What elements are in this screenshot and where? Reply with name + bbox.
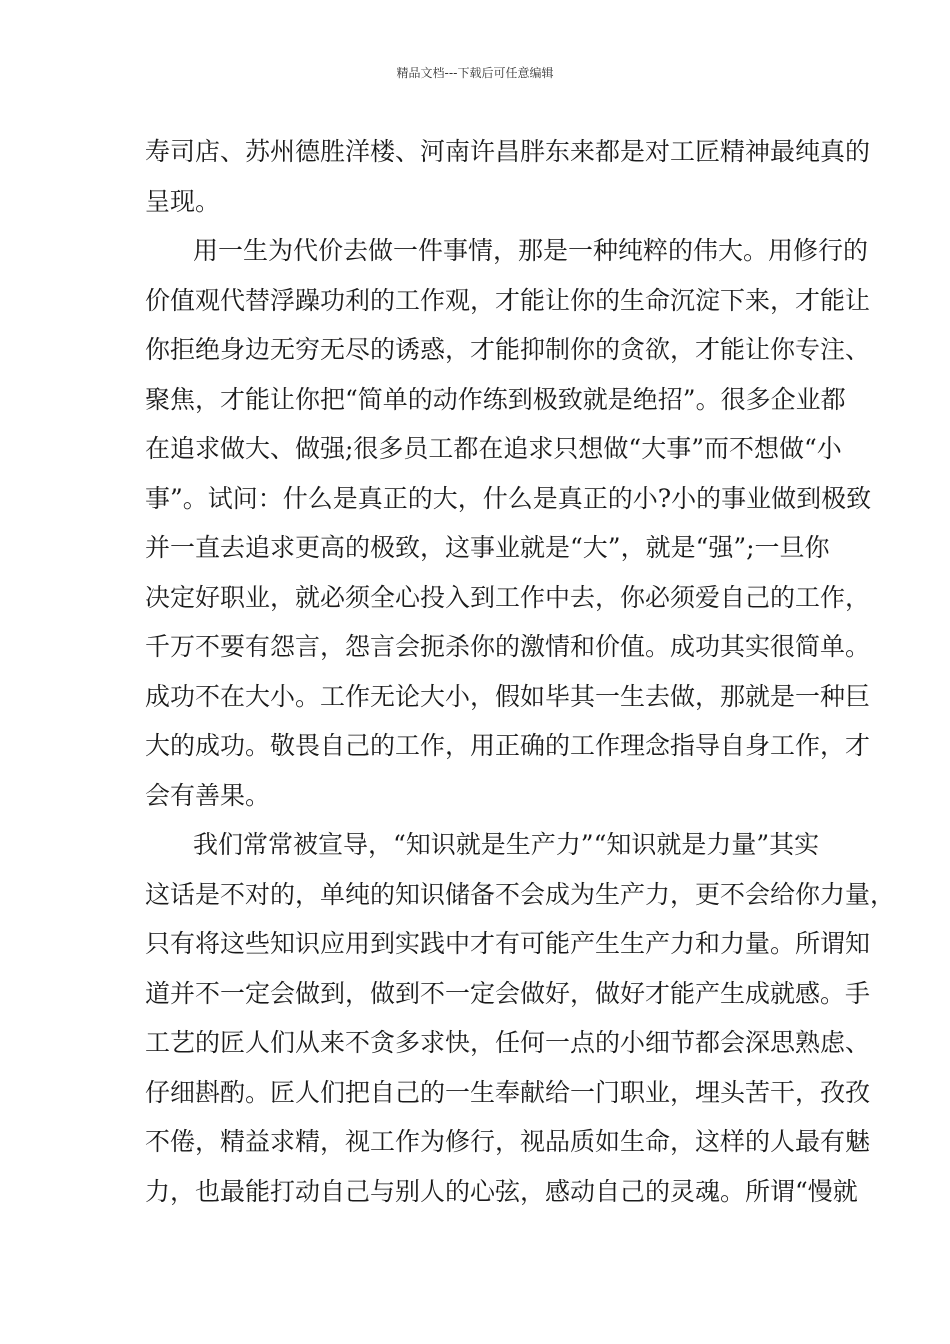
text-line: 这话是不对的，单纯的知识储备不会成为生产力，更不会给你力量，	[145, 879, 896, 909]
text-line: 并一直去追求更高的极致，这事业就是“大”，就是“强”;一旦你	[145, 533, 830, 562]
text-line: 决定好职业，就必须全心投入到工作中去，你必须爱自己的工作，	[145, 582, 871, 612]
text-line: 工艺的匠人们从来不贪多求快，任何一点的小细节都会深思熟虑、	[145, 1028, 871, 1057]
text-line: 寿司店、苏州德胜洋楼、河南许昌胖东来都是对工匠精神最纯真的	[145, 137, 871, 166]
text-line: 只有将这些知识应用到实践中才有可能产生生产力和力量。所谓知	[145, 929, 871, 958]
paragraph-start-line: 用一生为代价去做一件事情，那是一种纯粹的伟大。用修行的	[193, 236, 869, 265]
text-line: 力，也最能打动自己与别人的心弦，感动自己的灵魂。所谓“慢就	[145, 1176, 858, 1206]
document-body	[145, 127, 896, 1216]
page-header: 精品文档---下载后可任意编辑	[396, 66, 554, 80]
text-line: 千万不要有怨言，怨言会扼杀你的激情和价值。成功其实很简单。	[145, 632, 871, 661]
text-line: 呈现。	[145, 186, 221, 216]
text-line: 大的成功。敬畏自己的工作，用正确的工作理念指导自身工作，才	[145, 731, 871, 760]
text-line: 仔细斟酌。匠人们把自己的一生奉献给一门职业，埋头苦干，孜孜	[145, 1077, 871, 1107]
text-line: 价值观代替浮躁功利的工作观，才能让你的生命沉淀下来，才能让	[145, 285, 871, 315]
text-line: 聚焦，才能让你把“简单的动作练到极致就是绝招”。很多企业都	[145, 384, 846, 414]
text-line: 在追求做大、做强;很多员工都在追求只想做“大事”而不想做“小	[145, 434, 842, 463]
text-line: 会有善果。	[145, 780, 271, 810]
text-line: 道并不一定会做到，做到不一定会做好，做好才能产生成就感。手	[145, 978, 871, 1008]
text-line: 你拒绝身边无穷无尽的诱惑，才能抑制你的贪欲，才能让你专注、	[145, 335, 871, 364]
text-line: 不倦，精益求精，视工作为修行，视品质如生命，这样的人最有魅	[145, 1127, 871, 1156]
text-line: 成功不在大小。工作无论大小，假如毕其一生去做，那就是一种巨	[145, 681, 871, 711]
text-line: 事”。试问：什么是真正的大，什么是真正的小?小的事业做到极致	[145, 483, 872, 513]
paragraph-start-line: 我们常常被宣导，“知识就是生产力”“知识就是力量”其实	[193, 830, 820, 859]
